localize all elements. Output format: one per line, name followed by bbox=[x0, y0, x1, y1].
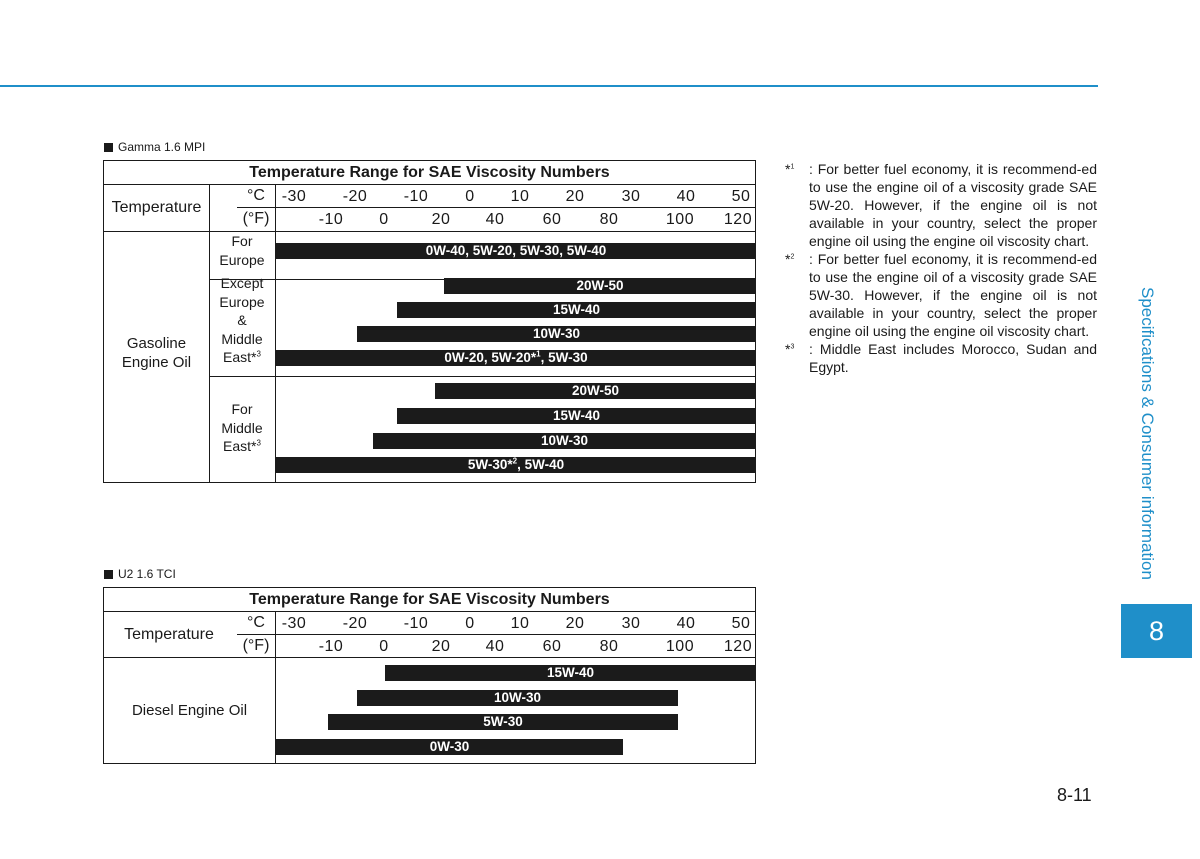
fahrenheit-tick: 0 bbox=[379, 211, 389, 228]
celsius-tick: 0 bbox=[465, 188, 475, 205]
celsius-tick: 10 bbox=[510, 188, 530, 205]
section-label-gamma bbox=[104, 140, 205, 154]
celsius-tick: -30 bbox=[281, 615, 307, 632]
celsius-tick: 20 bbox=[565, 615, 585, 632]
celsius-tick: 0 bbox=[465, 615, 475, 632]
fahrenheit-tick: -10 bbox=[318, 638, 344, 655]
viscosity-table-gasoline bbox=[103, 160, 756, 483]
temperature-label: Temperature bbox=[124, 626, 214, 643]
celsius-unit: °C bbox=[247, 614, 265, 631]
footnotes bbox=[785, 160, 1097, 376]
header-rule bbox=[0, 85, 1098, 87]
celsius-tick: 30 bbox=[621, 615, 641, 632]
region-except-europe-middle-east: Except Europe & Middle East*$^3$ bbox=[219, 275, 265, 365]
celsius-tick: -20 bbox=[342, 188, 368, 205]
celsius-tick: 50 bbox=[731, 615, 751, 632]
fahrenheit-tick: 120 bbox=[723, 211, 753, 228]
section-label-text: Gamma 1.6 MPI bbox=[118, 140, 206, 154]
celsius-tick: -20 bbox=[342, 615, 368, 632]
temperature-label: Temperature bbox=[111, 199, 202, 216]
celsius-tick: 40 bbox=[676, 188, 696, 205]
celsius-tick: 50 bbox=[731, 188, 751, 205]
footnote bbox=[785, 250, 1097, 340]
viscosity-bar: 0W-40, 5W-20, 5W-30, 5W-40 bbox=[276, 243, 756, 259]
region-for-europe: For Europe bbox=[219, 233, 265, 268]
fahrenheit-tick: 120 bbox=[723, 638, 753, 655]
fahrenheit-tick: -10 bbox=[318, 211, 344, 228]
section-label-u2 bbox=[104, 567, 176, 581]
fahrenheit-tick: 100 bbox=[665, 211, 695, 228]
footnote-text: : For better fuel economy, it is recommend-ed to use the engine oil of a viscosity grade SAE 5W-20. However, if the engine oil is not available in your country, select the proper engine oil using the engine oil viscosity chart. bbox=[809, 161, 1097, 249]
viscosity-bar: 5W-30*$^2$, 5W-40 bbox=[276, 457, 756, 473]
fahrenheit-tick: 20 bbox=[431, 638, 451, 655]
fahrenheit-tick: 100 bbox=[665, 638, 695, 655]
celsius-tick: 10 bbox=[510, 615, 530, 632]
footnote-text: : For better fuel economy, it is recommend-ed to use the engine oil of a viscosity grade SAE 5W-30. However, if the engine oil is not available in your country, select the proper engine oil using the engine oil viscosity chart. bbox=[809, 251, 1097, 339]
footnote-mark: *$^2$ bbox=[785, 251, 795, 267]
footnote-text: : Middle East includes Morocco, Sudan and Egypt. bbox=[809, 341, 1097, 375]
fahrenheit-tick: 80 bbox=[599, 638, 619, 655]
footnote bbox=[785, 340, 1097, 376]
table-title: Temperature Range for SAE Viscosity Numbers bbox=[249, 164, 610, 181]
fahrenheit-tick: 40 bbox=[485, 638, 505, 655]
oil-type-label: Diesel Engine Oil bbox=[131, 702, 248, 719]
viscosity-table-diesel bbox=[103, 587, 756, 764]
fahrenheit-tick: 60 bbox=[542, 211, 562, 228]
celsius-tick: -10 bbox=[403, 188, 429, 205]
viscosity-bar: 5W-30 bbox=[328, 714, 678, 730]
celsius-tick: -10 bbox=[403, 615, 429, 632]
page-number: 8-11 bbox=[1057, 785, 1092, 805]
viscosity-bar: 15W-40 bbox=[397, 408, 756, 424]
viscosity-bar: 10W-30 bbox=[357, 326, 756, 342]
chapter-title-vertical: Specifications & Consumer information bbox=[1138, 287, 1157, 580]
viscosity-bar: 15W-40 bbox=[385, 665, 756, 681]
viscosity-bar: 15W-40 bbox=[397, 302, 756, 318]
fahrenheit-tick: 40 bbox=[485, 211, 505, 228]
fahrenheit-unit: (°F) bbox=[242, 210, 270, 227]
footnote bbox=[785, 160, 1097, 250]
fahrenheit-tick: 60 bbox=[542, 638, 562, 655]
fahrenheit-unit: (°F) bbox=[242, 637, 270, 654]
celsius-unit: °C bbox=[247, 187, 265, 204]
viscosity-bar: 20W-50 bbox=[444, 278, 756, 294]
footnote-mark: *$^3$ bbox=[785, 341, 795, 357]
section-label-text: U2 1.6 TCI bbox=[118, 567, 176, 581]
viscosity-bar: 20W-50 bbox=[435, 383, 756, 399]
table-title: Temperature Range for SAE Viscosity Numbers bbox=[249, 591, 610, 608]
fahrenheit-tick: 20 bbox=[431, 211, 451, 228]
viscosity-bar: 0W-20, 5W-20*$^1$, 5W-30 bbox=[276, 350, 756, 366]
celsius-tick: 30 bbox=[621, 188, 641, 205]
oil-type-label: Gasoline Engine Oil bbox=[121, 335, 192, 371]
viscosity-bar: 10W-30 bbox=[357, 690, 678, 706]
square-bullet-icon bbox=[104, 143, 113, 152]
region-for-middle-east: For Middle East*$^3$ bbox=[221, 401, 263, 454]
celsius-tick: 40 bbox=[676, 615, 696, 632]
fahrenheit-tick: 0 bbox=[379, 638, 389, 655]
celsius-tick: -30 bbox=[281, 188, 307, 205]
footnote-mark: *$^1$ bbox=[785, 161, 795, 177]
viscosity-bar: 0W-30 bbox=[276, 739, 623, 755]
celsius-tick: 20 bbox=[565, 188, 585, 205]
square-bullet-icon bbox=[104, 570, 113, 579]
viscosity-bar: 10W-30 bbox=[373, 433, 756, 449]
chapter-number-tab: 8 bbox=[1121, 604, 1192, 658]
fahrenheit-tick: 80 bbox=[599, 211, 619, 228]
